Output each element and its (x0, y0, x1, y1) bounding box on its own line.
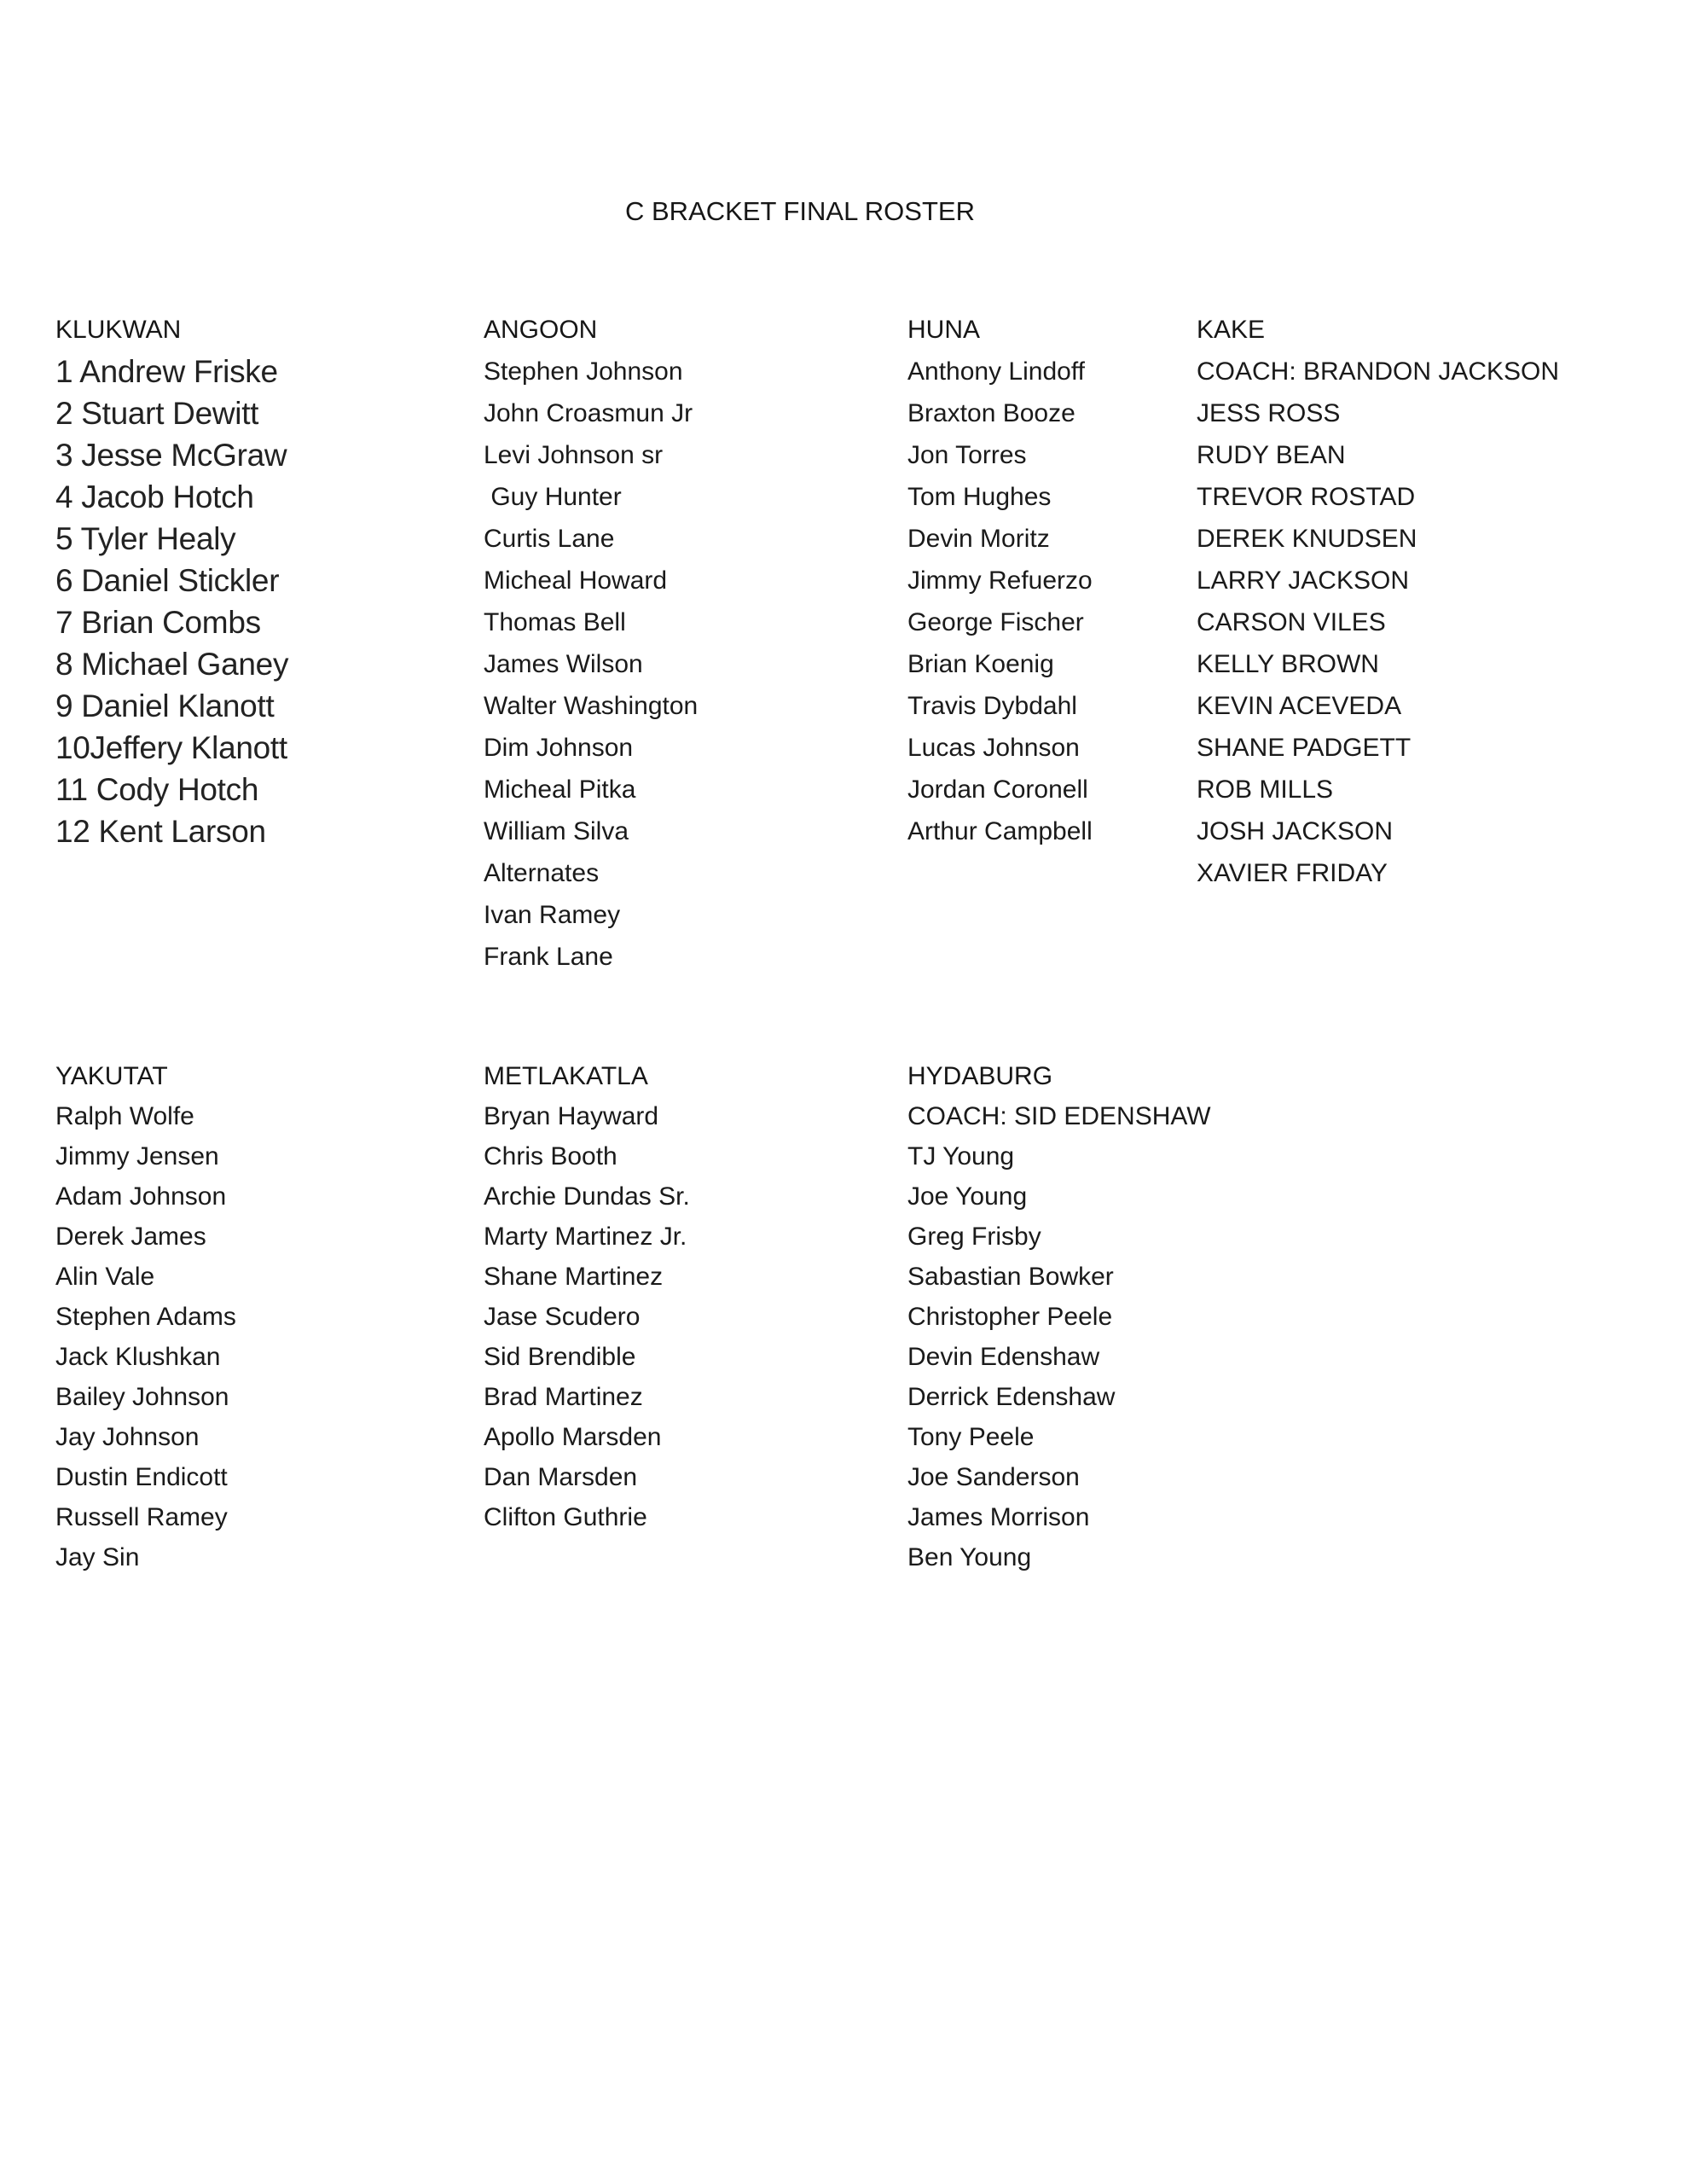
player-name: Bailey Johnson (55, 1383, 229, 1411)
player-name: Ben Young (907, 1543, 1032, 1571)
player-name: John Croasmun Jr (484, 399, 693, 427)
player-name: Jon Torres (907, 441, 1027, 469)
player-name: Archie Dundas Sr. (484, 1182, 690, 1211)
player-name: Clifton Guthrie (484, 1503, 647, 1531)
player-name: Greg Frisby (907, 1223, 1041, 1251)
player-name: Alin Vale (55, 1263, 155, 1291)
player-name: RUDY BEAN (1197, 441, 1346, 469)
player-name: Sid Brendible (484, 1343, 636, 1371)
player-name: Derrick Edenshaw (907, 1383, 1116, 1411)
player-name: Jordan Coronell (907, 775, 1088, 804)
player-name: Shane Martinez (484, 1263, 664, 1291)
player-name: Marty Martinez Jr. (484, 1223, 687, 1251)
player-name: Stephen Adams (55, 1303, 236, 1331)
player-name: Dan Marsden (484, 1463, 638, 1491)
team-column-klukwan (55, 309, 288, 852)
player-name: Micheal Pitka (484, 775, 636, 804)
player-name: Jimmy Jensen (55, 1142, 219, 1170)
team-column-huna (907, 309, 1093, 852)
player-name: Anthony Lindoff (907, 357, 1085, 386)
player-name: KEVIN ACEVEDA (1197, 692, 1402, 720)
player-name: 5 Tyler Healy (55, 521, 236, 556)
team-name: YAKUTAT (55, 1062, 168, 1090)
player-name: Jay Sin (55, 1543, 140, 1571)
player-name: Brad Martinez (484, 1383, 643, 1411)
player-name: JESS ROSS (1197, 399, 1341, 427)
player-name: Adam Johnson (55, 1182, 227, 1211)
player-name: Joe Young (907, 1182, 1028, 1211)
player-name: Stephen Johnson (484, 357, 683, 386)
player-name: Travis Dybdahl (907, 692, 1077, 720)
team-name: METLAKATLA (484, 1062, 648, 1090)
player-name: Christopher Peele (907, 1303, 1113, 1331)
player-name: Sabastian Bowker (907, 1263, 1114, 1291)
player-name: Jase Scudero (484, 1303, 641, 1331)
player-name: Thomas Bell (484, 608, 626, 636)
player-name: 9 Daniel Klanott (55, 688, 275, 723)
page-title: C BRACKET FINAL ROSTER (625, 196, 975, 226)
player-name: Frank Lane (484, 943, 613, 971)
player-name: XAVIER FRIDAY (1197, 859, 1388, 887)
player-name: ROB MILLS (1197, 775, 1334, 804)
team-column-angoon (484, 309, 698, 978)
player-name: 6 Daniel Stickler (55, 563, 280, 598)
player-name: Guy Hunter (484, 483, 622, 511)
player-name: Joe Sanderson (907, 1463, 1080, 1491)
player-name: 4 Jacob Hotch (55, 479, 254, 514)
player-name: Braxton Booze (907, 399, 1075, 427)
player-name: CARSON VILES (1197, 608, 1386, 636)
player-name: Devin Edenshaw (907, 1343, 1100, 1371)
player-name: Tom Hughes (907, 483, 1052, 511)
player-name: DEREK KNUDSEN (1197, 525, 1417, 553)
team-column-kake (1197, 309, 1559, 894)
team-name: HYDABURG (907, 1062, 1053, 1090)
player-name: 8 Michael Ganey (55, 647, 289, 682)
player-name: 1 Andrew Friske (55, 354, 278, 389)
player-name: Apollo Marsden (484, 1423, 662, 1451)
player-name: Dim Johnson (484, 734, 634, 762)
player-name: Dustin Endicott (55, 1463, 228, 1491)
player-name: Derek James (55, 1223, 206, 1251)
player-name: Tony Peele (907, 1423, 1035, 1451)
player-name: 10Jeffery Klanott (55, 730, 287, 765)
player-name: COACH: SID EDENSHAW (907, 1102, 1211, 1130)
player-name: LARRY JACKSON (1197, 566, 1409, 595)
player-name: TREVOR ROSTAD (1197, 483, 1416, 511)
player-name: 7 Brian Combs (55, 605, 261, 640)
player-name: Micheal Howard (484, 566, 668, 595)
player-name: Jack Klushkan (55, 1343, 221, 1371)
player-name: 11 Cody Hotch (55, 772, 259, 807)
player-name: James Wilson (484, 650, 643, 678)
player-name: Levi Johnson sr (484, 441, 664, 469)
team-name: KLUKWAN (55, 316, 182, 344)
player-name: Lucas Johnson (907, 734, 1080, 762)
player-name: SHANE PADGETT (1197, 734, 1412, 762)
team-column-hydaburg (907, 1056, 1211, 1577)
player-name: Russell Ramey (55, 1503, 228, 1531)
team-column-metlakatla (484, 1056, 690, 1537)
player-name: Devin Moritz (907, 525, 1050, 553)
player-name: George Fischer (907, 608, 1084, 636)
team-name: ANGOON (484, 316, 598, 344)
player-name: William Silva (484, 817, 629, 845)
team-name: HUNA (907, 316, 981, 344)
player-name: Ralph Wolfe (55, 1102, 194, 1130)
player-name: Chris Booth (484, 1142, 617, 1170)
player-name: 2 Stuart Dewitt (55, 396, 259, 431)
team-name: KAKE (1197, 316, 1266, 344)
player-name: James Morrison (907, 1503, 1090, 1531)
player-name: Walter Washington (484, 692, 699, 720)
player-name: 3 Jesse McGraw (55, 438, 287, 473)
player-name: Brian Koenig (907, 650, 1054, 678)
player-name: Bryan Hayward (484, 1102, 659, 1130)
player-name: Alternates (484, 859, 600, 887)
player-name: Arthur Campbell (907, 817, 1093, 845)
player-name: Jay Johnson (55, 1423, 200, 1451)
player-name: TJ Young (907, 1142, 1015, 1170)
player-name: Ivan Ramey (484, 901, 621, 929)
team-column-yakutat (55, 1056, 236, 1577)
player-name: Curtis Lane (484, 525, 615, 553)
player-name: 12 Kent Larson (55, 814, 266, 849)
player-name: KELLY BROWN (1197, 650, 1379, 678)
player-name: COACH: BRANDON JACKSON (1197, 357, 1560, 386)
player-name: JOSH JACKSON (1197, 817, 1394, 845)
player-name: Jimmy Refuerzo (907, 566, 1093, 595)
